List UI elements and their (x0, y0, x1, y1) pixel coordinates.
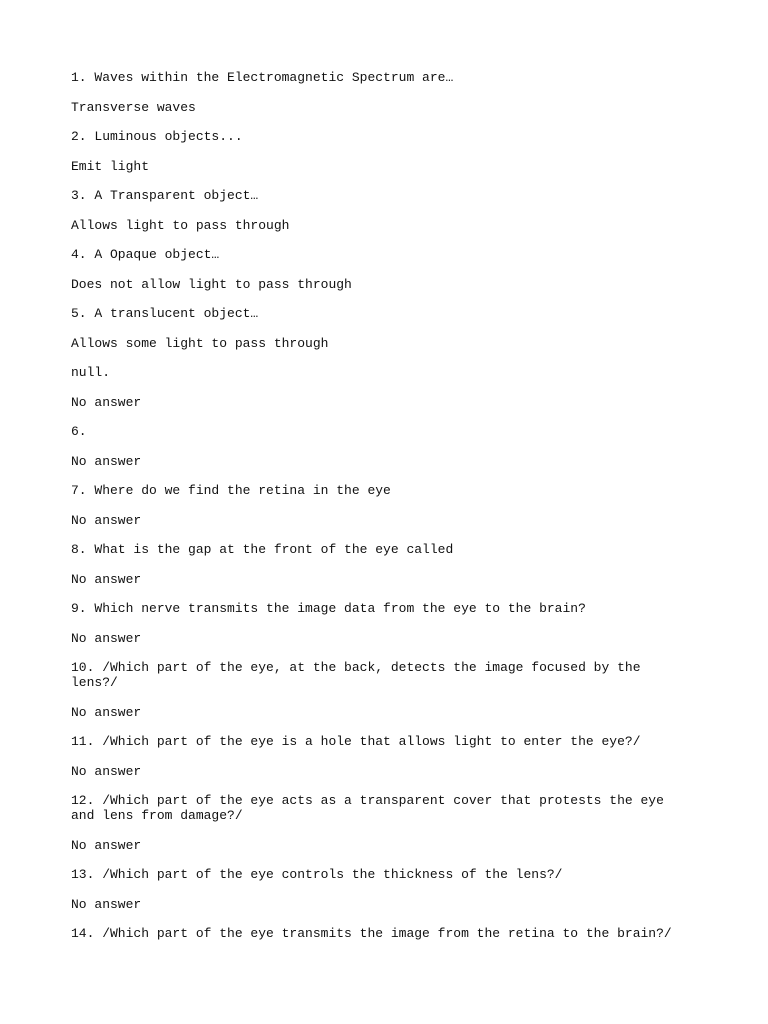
question-1: 1. Waves within the Electromagnetic Spectrum are… (71, 70, 454, 85)
question-4: 4. A Opaque object… (71, 247, 220, 262)
answer-10: No answer (71, 704, 142, 720)
answer-5: Allows some light to pass through (71, 335, 329, 351)
answer-12: No answer (71, 837, 142, 853)
answer-11: No answer (71, 763, 142, 779)
question-null: null. (71, 365, 111, 380)
answer-8: No answer (71, 571, 142, 587)
answer-13: No answer (71, 896, 142, 912)
question-8: 8. What is the gap at the front of the eye called (71, 542, 454, 557)
question-9: 9. Which nerve transmits the image data from the eye to the brain? (71, 601, 586, 616)
question-3: 3. A Transparent object… (71, 188, 259, 203)
question-10: 10. /Which part of the eye, at the back, detects the image focused by the lens?/ (71, 660, 649, 690)
answer-4: Does not allow light to pass through (71, 276, 352, 292)
answer-6: No answer (71, 453, 142, 469)
question-5: 5. A translucent object… (71, 306, 259, 321)
answer-1: Transverse waves (71, 99, 196, 115)
answer-2: Emit light (71, 158, 150, 174)
question-6: 6. (71, 424, 87, 439)
answer-9: No answer (71, 630, 142, 646)
quiz-document (71, 70, 681, 956)
answer-null: No answer (71, 394, 142, 410)
question-7: 7. Where do we find the retina in the eye (71, 483, 391, 498)
question-11: 11. /Which part of the eye is a hole that allows light to enter the eye?/ (71, 734, 641, 749)
question-2: 2. Luminous objects... (71, 129, 243, 144)
answer-7: No answer (71, 512, 142, 528)
question-13: 13. /Which part of the eye controls the thickness of the lens?/ (71, 867, 563, 882)
answer-3: Allows light to pass through (71, 217, 290, 233)
question-14: 14. /Which part of the eye transmits the image from the retina to the brain?/ (71, 926, 672, 941)
question-12: 12. /Which part of the eye acts as a transparent cover that protests the eye and lens from damage?/ (71, 793, 672, 823)
